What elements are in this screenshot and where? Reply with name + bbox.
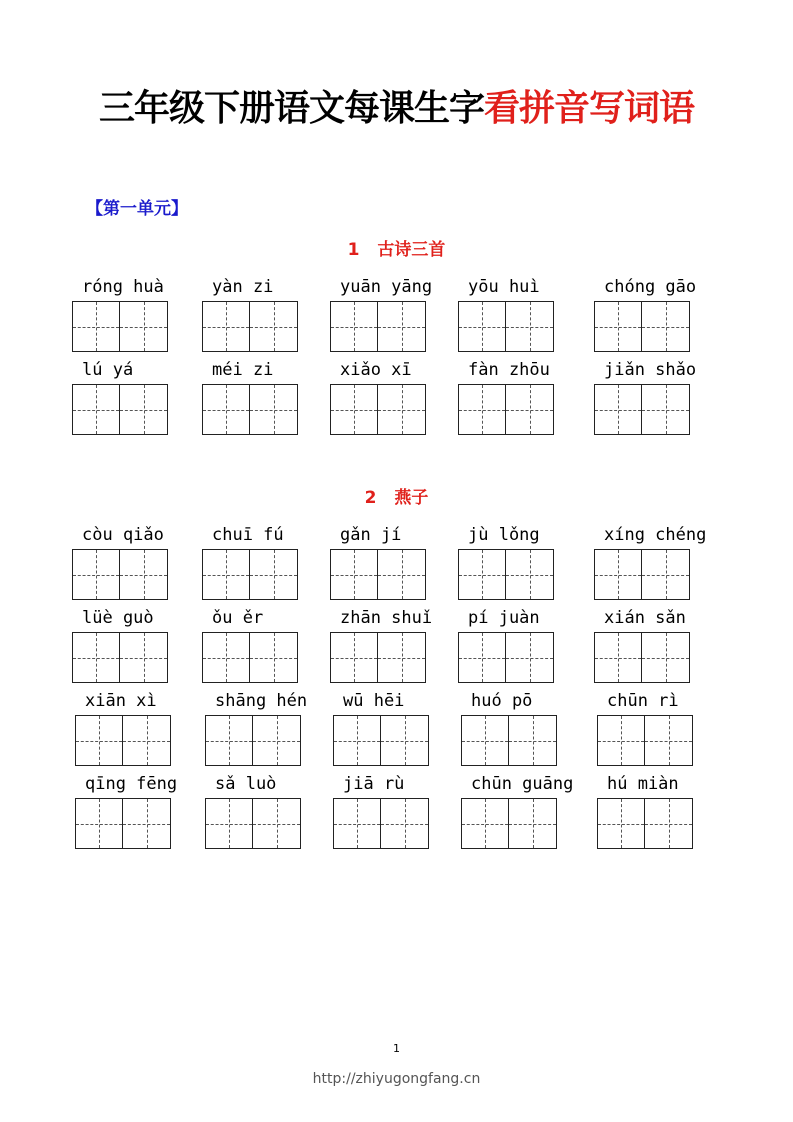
- page-number: 1: [393, 1042, 400, 1055]
- lesson-name: 古诗三首: [377, 240, 446, 260]
- writing-cell[interactable]: [645, 798, 693, 849]
- pinyin-label: ǒu ěr: [212, 608, 264, 628]
- title-red-part: 看拼音写词语: [484, 87, 695, 129]
- writing-cell[interactable]: [506, 384, 554, 435]
- writing-grid: [458, 301, 554, 352]
- lesson-name: 燕子: [394, 488, 429, 508]
- writing-cell[interactable]: [506, 632, 554, 683]
- writing-cell[interactable]: [330, 301, 378, 352]
- writing-cell[interactable]: [202, 384, 250, 435]
- writing-grid: [597, 798, 693, 849]
- writing-cell[interactable]: [333, 798, 381, 849]
- pinyin-label: yàn zi: [212, 277, 274, 297]
- writing-grid: [202, 632, 298, 683]
- pinyin-label: jiā rù: [343, 774, 405, 794]
- writing-grid: [461, 798, 557, 849]
- writing-grid: [75, 798, 171, 849]
- writing-cell[interactable]: [378, 384, 426, 435]
- title-black-part: 三年级下册语文每课生字: [98, 87, 484, 129]
- writing-cell[interactable]: [330, 632, 378, 683]
- writing-cell[interactable]: [594, 549, 642, 600]
- writing-cell[interactable]: [202, 301, 250, 352]
- writing-cell[interactable]: [330, 549, 378, 600]
- writing-grid: [202, 301, 298, 352]
- writing-grid: [461, 715, 557, 766]
- writing-grid: [72, 549, 168, 600]
- pinyin-label: sǎ luò: [215, 774, 277, 794]
- pinyin-label: xián sǎn: [604, 608, 686, 628]
- writing-cell[interactable]: [381, 715, 429, 766]
- writing-cell[interactable]: [509, 715, 557, 766]
- pinyin-label: yōu huì: [468, 277, 540, 297]
- writing-grid: [72, 632, 168, 683]
- writing-grid: [202, 384, 298, 435]
- pinyin-label: fàn zhōu: [468, 360, 550, 380]
- writing-cell[interactable]: [72, 632, 120, 683]
- writing-cell[interactable]: [506, 549, 554, 600]
- writing-grid: [333, 798, 429, 849]
- page-title: [0, 80, 793, 131]
- writing-cell[interactable]: [642, 549, 690, 600]
- pinyin-label: zhān shuǐ: [340, 608, 433, 628]
- footer-url: http://zhiyugongfang.cn: [312, 1071, 481, 1087]
- pinyin-label: shāng hén: [215, 691, 308, 711]
- pinyin-label: hú miàn: [607, 774, 679, 794]
- pinyin-label: lüè guò: [82, 608, 154, 628]
- writing-grid: [330, 549, 426, 600]
- writing-grid: [330, 301, 426, 352]
- writing-grid: [330, 384, 426, 435]
- writing-cell[interactable]: [72, 301, 120, 352]
- writing-cell[interactable]: [597, 798, 645, 849]
- writing-cell[interactable]: [378, 301, 426, 352]
- pinyin-label: méi zi: [212, 360, 274, 380]
- writing-cell[interactable]: [120, 632, 168, 683]
- writing-cell[interactable]: [72, 549, 120, 600]
- writing-cell[interactable]: [594, 632, 642, 683]
- writing-cell[interactable]: [642, 384, 690, 435]
- writing-grid: [75, 715, 171, 766]
- lesson-number: 1: [347, 240, 360, 260]
- pinyin-label: jiǎn shǎo: [604, 360, 697, 380]
- writing-cell[interactable]: [120, 301, 168, 352]
- pinyin-label: pí juàn: [468, 608, 540, 628]
- writing-grid: [202, 549, 298, 600]
- writing-grid: [72, 301, 168, 352]
- writing-cell[interactable]: [250, 632, 298, 683]
- pinyin-label: chuī fú: [212, 525, 284, 545]
- writing-cell[interactable]: [506, 301, 554, 352]
- writing-cell[interactable]: [642, 301, 690, 352]
- writing-cell[interactable]: [75, 715, 123, 766]
- writing-cell[interactable]: [642, 632, 690, 683]
- writing-grid: [597, 715, 693, 766]
- writing-cell[interactable]: [75, 798, 123, 849]
- lesson-number: 2: [364, 488, 377, 508]
- pinyin-label: huó pō: [471, 691, 533, 711]
- writing-cell[interactable]: [594, 384, 642, 435]
- writing-cell[interactable]: [72, 384, 120, 435]
- writing-cell[interactable]: [253, 715, 301, 766]
- writing-grid: [333, 715, 429, 766]
- writing-cell[interactable]: [458, 301, 506, 352]
- pinyin-label: xiān xì: [85, 691, 157, 711]
- lesson-heading: [0, 235, 793, 260]
- writing-cell[interactable]: [333, 715, 381, 766]
- writing-cell[interactable]: [458, 549, 506, 600]
- writing-grid: [594, 549, 690, 600]
- writing-grid: [458, 632, 554, 683]
- writing-cell[interactable]: [250, 549, 298, 600]
- writing-grid: [330, 632, 426, 683]
- writing-cell[interactable]: [205, 798, 253, 849]
- pinyin-label: xiǎo xī: [340, 360, 412, 380]
- pinyin-label: jù lǒng: [468, 525, 540, 545]
- pinyin-label: chūn guāng: [471, 774, 574, 794]
- writing-grid: [458, 549, 554, 600]
- unit-heading: 【第一单元】: [86, 199, 188, 219]
- writing-grid: [594, 384, 690, 435]
- writing-grid: [205, 715, 301, 766]
- writing-cell[interactable]: [202, 549, 250, 600]
- writing-cell[interactable]: [202, 632, 250, 683]
- writing-cell[interactable]: [378, 632, 426, 683]
- writing-grid: [594, 632, 690, 683]
- pinyin-label: róng huà: [82, 277, 164, 297]
- writing-grid: [72, 384, 168, 435]
- writing-cell[interactable]: [253, 798, 301, 849]
- writing-cell[interactable]: [250, 301, 298, 352]
- writing-cell[interactable]: [645, 715, 693, 766]
- writing-cell[interactable]: [381, 798, 429, 849]
- writing-cell[interactable]: [458, 384, 506, 435]
- pinyin-label: lú yá: [82, 360, 134, 380]
- pinyin-label: qīng fēng: [85, 774, 178, 794]
- writing-cell[interactable]: [509, 798, 557, 849]
- writing-cell[interactable]: [250, 384, 298, 435]
- writing-grid: [205, 798, 301, 849]
- writing-cell[interactable]: [120, 384, 168, 435]
- writing-cell[interactable]: [120, 549, 168, 600]
- writing-grid: [594, 301, 690, 352]
- writing-cell[interactable]: [123, 798, 171, 849]
- writing-cell[interactable]: [205, 715, 253, 766]
- pinyin-label: xíng chéng: [604, 525, 707, 545]
- writing-cell[interactable]: [594, 301, 642, 352]
- lesson-heading: [0, 483, 793, 508]
- pinyin-label: chóng gāo: [604, 277, 697, 297]
- pinyin-label: chūn rì: [607, 691, 679, 711]
- writing-cell[interactable]: [330, 384, 378, 435]
- pinyin-label: yuān yāng: [340, 277, 433, 297]
- pinyin-label: còu qiǎo: [82, 525, 164, 545]
- writing-cell[interactable]: [461, 798, 509, 849]
- writing-grid: [458, 384, 554, 435]
- writing-cell[interactable]: [461, 715, 509, 766]
- writing-cell[interactable]: [597, 715, 645, 766]
- writing-cell[interactable]: [458, 632, 506, 683]
- writing-cell[interactable]: [378, 549, 426, 600]
- writing-cell[interactable]: [123, 715, 171, 766]
- pinyin-label: wū hēi: [343, 691, 405, 711]
- pinyin-label: gǎn jí: [340, 525, 402, 545]
